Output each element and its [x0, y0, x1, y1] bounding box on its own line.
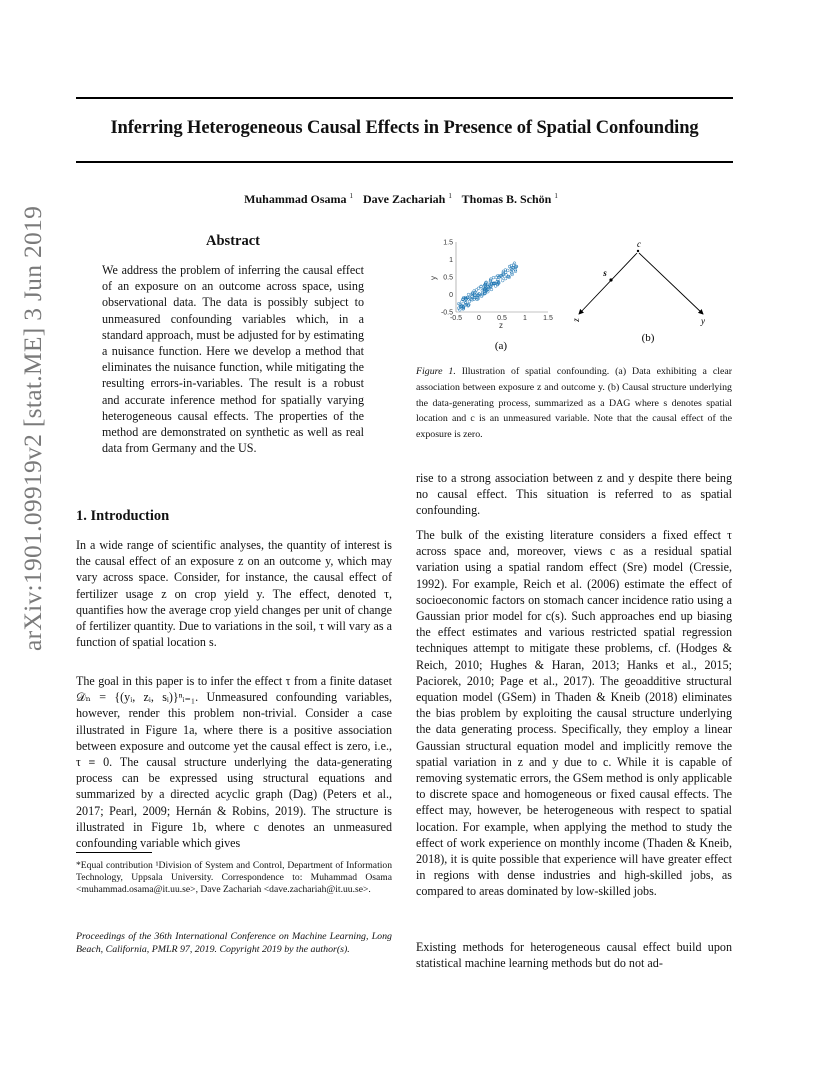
- y-tick-label: 1: [449, 257, 453, 264]
- intro-paragraph-1: In a wide range of scientific analyses, the quantity of interest is the causal effect of an exposure z on an outcome y, which may vary across space. Consider, for instance, the causal effect of fertilizer usage z on crop yield y. The effect, denoted τ, quantifies how the average crop yield changes per unit of change of fertilizer quantity. Due to variations in the soil, τ will vary as a function of spatial location s.: [76, 538, 392, 650]
- footnote: *Equal contribution ¹Division of System and Control, Department of Information Technology, Uppsala University. Correspondence to: Muhammad Osama <muhammad.osama@it.uu.se>, Dave Zachariah <dave.zachariah@it.uu.se>.: [76, 860, 392, 896]
- affiliation-mark: 1: [554, 192, 558, 200]
- data-point: [468, 300, 471, 303]
- node-c-dot: [637, 250, 639, 252]
- figure-caption: [416, 364, 732, 443]
- proceedings-text: Proceedings of the 36th International Conference on Machine Learning, Long Beach, California, PMLR 97, 2019. Copyright 2019 by the author(s).: [76, 931, 392, 955]
- node-s: s: [603, 268, 607, 278]
- affiliation-mark: 1: [349, 192, 353, 200]
- node-s-dot: [609, 278, 612, 281]
- y-axis-label: y: [429, 276, 438, 280]
- data-point: [467, 293, 470, 296]
- caption-text: Illustration of spatial confounding. (a) Data exhibiting a clear association between exposure z and outcome y. (b) Causal structure underlying the data-generating process, summarized as a DAG where s denotes spatial location and c is an unmeasured variable. Note that the causal effect of the exposure is zero.: [416, 366, 733, 441]
- affiliation-mark: 1: [448, 192, 452, 200]
- node-c: c: [637, 239, 641, 249]
- x-tick-label: 1.5: [543, 315, 553, 322]
- y-tick-labels: [441, 240, 453, 317]
- footnote-rule: [76, 852, 152, 853]
- author-name: Dave Zachariah: [363, 192, 446, 206]
- intro-paragraph-2: The goal in this paper is to infer the effect τ from a finite dataset 𝒟ₙ = {(yᵢ, zᵢ, sᵢ)}ⁿᵢ₌₁. Unmeasured confounding variables, however, render this problem non-trivial. Consider a case illustrated in Figure 1a, where there is a positive association between exposure and outcome yet the causal effect is zero, i.e., τ ≡ 0. The causal structure underlying the data-generating process can be expressed using structural equations and summarized by a directed acyclic graph (Dag) (Peters et al., 2017; Pearl, 2009; Hernán & Robins, 2019). The structure is illustrated in Figure 1b, where c denotes an unmeasured confounding variable which gives: [76, 674, 392, 851]
- data-point: [492, 276, 495, 279]
- abstract-heading: Abstract: [206, 233, 260, 249]
- y-tick-label: 0: [449, 292, 453, 299]
- title-bottom-rule: [76, 161, 733, 163]
- arxiv-identifier[interactable]: arXiv:1901.09919v2 [stat.ME] 3 Jun 2019: [18, 205, 47, 651]
- x-axis-label: z: [499, 321, 503, 330]
- scatter-plot: [429, 240, 553, 353]
- subfigure-a-label: (a): [494, 340, 508, 352]
- x-tick-label: 1: [523, 315, 527, 322]
- data-point: [475, 289, 478, 292]
- data-point: [504, 277, 507, 280]
- edge-c-z: [579, 253, 637, 314]
- caption-label: Figure 1.: [416, 366, 456, 377]
- subfigure-b-label: (b): [641, 332, 655, 344]
- author-name: Muhammad Osama: [244, 192, 347, 206]
- title-top-rule: [76, 97, 733, 99]
- data-point: [501, 279, 504, 282]
- right-paragraph-3: Existing methods for heterogeneous causal effect build upon statistical machine learning methods but do not ad-: [416, 940, 732, 971]
- node-y: y: [701, 316, 705, 326]
- dag-diagram: [571, 239, 705, 344]
- data-point: [513, 262, 516, 265]
- data-points: [457, 262, 518, 311]
- section-heading: 1. Introduction: [76, 508, 170, 524]
- paper-title: Inferring Heterogeneous Causal Effects in Presence of Spatial Confounding: [110, 118, 699, 138]
- x-tick-label: 0.5: [497, 315, 507, 322]
- right-paragraph-1: rise to a strong association between z and y despite there being no causal effect. This situation is referred to as spatial confounding.: [416, 471, 732, 518]
- right-paragraph-2: The bulk of the existing literature considers a fixed effect τ across space and, moreover, views c as a residual spatial variation using a spatial random effect (Sre) model (Cressie, 1992). For example, Reich et al. (2006) estimate the effect of socioeconomic factors on stomach cancer incidence ratio using a Gaussian prior model for c(s). Such approaches end up biasing the effect estimates and various restricted spatial regression techniques attempt to mitigate these problems, cf. (Hodges & Reich, 2010; Hughes & Haran, 2013; Hanks et al., 2015; Paciorek, 2010; Page et al., 2017). The geoadditive structural equation model (GSem) in Thaden & Kneib (2018) eliminates the bias problem by exploiting the causal structure underlying the data generating process. Specifically, they employ a linear Gaussian structural equation model and implicitly remove the spatial variation in z and y due to c. While it is capable of removing systematic errors, the GSem method is only applicable to discrete space and homogeneous or fixed causal effects. The effect may, however, be heterogeneous with respect to spatial location. For example, when applying the method to study the effect of work experience on monthly income (Thaden & Kneib, 2018), it is quite possible that experience will have greater effect in regions with dense industries and high-skilled jobs, as compared to areas dominated by low-skilled jobs.: [416, 528, 732, 899]
- node-z: z: [571, 318, 581, 322]
- y-tick-label: 0.5: [443, 274, 453, 282]
- proceedings-note: [76, 931, 392, 956]
- figure-1: [416, 232, 732, 357]
- x-tick-label: 0: [477, 315, 481, 322]
- x-tick-label: -0.5: [449, 315, 463, 322]
- author-name: Thomas B. Schön: [461, 192, 552, 206]
- author-list: [76, 192, 733, 207]
- abstract-text: We address the problem of inferring the causal effect of an exposure on an outcome across space, using observational data. The data is possibly subject to unmeasured confounding variables which, in a standard approach, must be adjusted for by estimating a nuisance function. Here we develop a method that eliminates the nuisance function, while mitigating the resulting errors-in-variables. The result is a robust and accurate inference method for spatially varying heterogeneous causal effects. The properties of the method are demonstrated on synthetic as well as real data from Germany and the US.: [102, 263, 364, 456]
- edge-c-y: [639, 253, 703, 314]
- y-tick-label: 1.5: [443, 239, 453, 247]
- y-tick-label: -0.5: [440, 309, 453, 317]
